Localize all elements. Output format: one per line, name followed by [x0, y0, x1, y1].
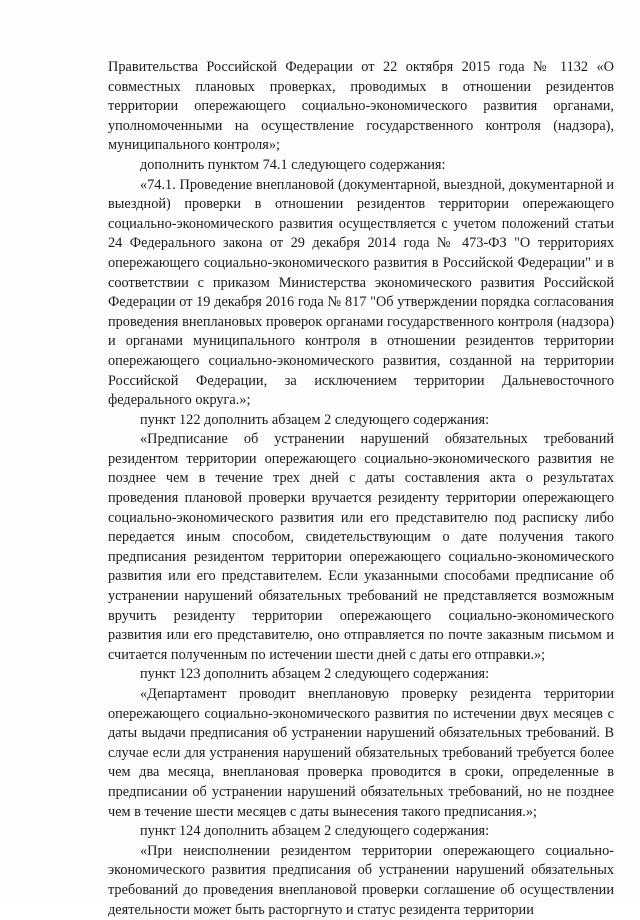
paragraph-item-124-text: «При неисполнении резидентом территории опережающего социально-экономического развития предписания об устранении нарушений обязательных требований до проведения внеплановой проверки соглашение об осуществлении деятельности может быть расторгнуто и статус резидента территории — [108, 842, 614, 918]
document-body — [108, 58, 614, 920]
paragraph-add-item-123: пункт 123 дополнить абзацем 2 следующего содержания: — [140, 666, 490, 683]
paragraph-add-item-122: пункт 122 дополнить абзацем 2 следующего содержания: — [140, 411, 490, 428]
paragraph-item-122-text: «Предписание об устранении нарушений обязательных требований резидентом территории опережающего социально-экономического развития не позднее чем в течение трех дней с даты составления акта о результатах проведения плановой проверки вручается резиденту территории опережающего социально-экономического развития или его представителю под расписку либо передается иным способом, свидетельствующим о дате получения такого предписания резидентом территории опережающего социально-экономического развития или его представителем. Если указанными способами предписание об устранении нарушений обязательных требований не представляется возможным вручить резиденту территории опережающего социально-экономического развития или его представителю, оно отправляется по почте заказным письмом и считается полученным по истечении шести дней с даты его отправки.»; — [108, 431, 614, 663]
paragraph-add-item-124: пункт 124 дополнить абзацем 2 следующего содержания: — [140, 823, 490, 840]
paragraph-decree-reference: Правительства Российской Федерации от 22 октября 2015 года № 1132 «О совместных плановых проверках, проводимых в отношении резидентов территории опережающего социально-экономического развития органами, уполномоченными на осуществление государственного контроля (надзора), муниципального контроля»; — [108, 59, 614, 154]
paragraph-item-74-1-text: «74.1. Проведение внеплановой (документарной, выездной, документарной и выездной) проверки в отношении резидентов территории опережающего социально-экономического развития осуществляется с учетом положений статьи 24 Федерального закона от 29 декабря 2014 года № 473-ФЗ "О территориях опережающего социально-экономического развития в Российской Федерации" и в соответствии с приказом Министерства экономического развития Российской Федерации от 19 декабря 2016 года № 817 "Об утверждении порядка согласования проведения внеплановых проверок органами государственного контроля (надзора) и органами муниципального контроля в отношении резидентов территории опережающего социально-экономического развития, созданной на территории Российской Федерации, за исключением территории Дальневосточного федерального округа.»; — [108, 176, 614, 409]
paragraph-item-123-text: «Департамент проводит внеплановую проверку резидента территории опережающего социально-экономического развития по истечении двух месяцев с даты выдачи предписания об устранении нарушений обязательных требований. В случае если для устранения нарушений обязательных требований требуется более чем два месяца, внеплановая проверка проводится в сроки, определенные в предписании об устранении нарушений обязательных требований, но не позднее чем в течение шести месяцев с даты вынесения такого предписания.»; — [108, 686, 614, 820]
paragraph-add-item-74-1: дополнить пунктом 74.1 следующего содержания: — [140, 156, 446, 173]
